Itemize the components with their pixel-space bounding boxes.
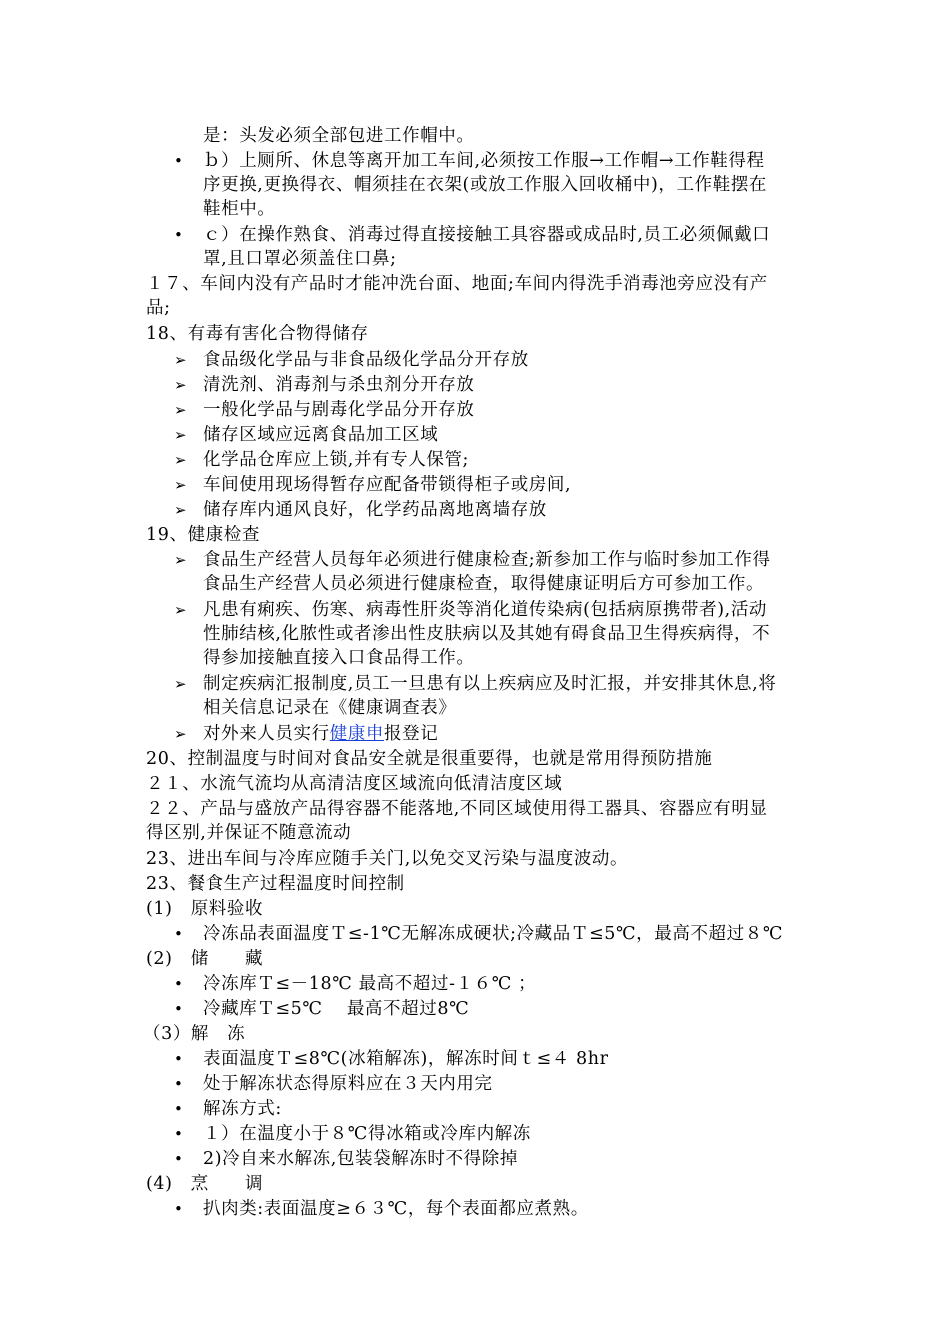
list-item: 冷藏库Ｔ≤5℃ 最高不超过8℃ xyxy=(203,999,470,1019)
list-item: 储存库内通风良好，化学药品离地离墙存放 xyxy=(203,500,547,520)
subsection-heading: （3）解 冻 xyxy=(143,1024,246,1044)
bullet-icon: • xyxy=(174,925,183,943)
bullet-icon: • xyxy=(174,226,183,244)
subsection-heading: (4) 烹 调 xyxy=(146,1174,264,1194)
subsection-heading: (1) 原料验收 xyxy=(146,899,264,919)
list-item: 车间使用现场得暂存应配备带锁得柜子或房间, xyxy=(203,475,572,495)
text-line: 序更换,更换得衣、帽须挂在衣架(或放工作服入回收桶中)，工作鞋摆在 xyxy=(203,175,768,195)
bullet-icon: • xyxy=(174,1000,183,1018)
text-fragment: 对外来人员实行 xyxy=(203,724,330,744)
section-heading: ２２、产品与盛放产品得容器不能落地,不同区域使用得工器具、容器应有明显 xyxy=(146,799,768,819)
bullet-icon: • xyxy=(174,975,183,993)
list-item: １）在温度小于８℃得冰箱或冷库内解冻 xyxy=(203,1124,531,1144)
text-line: 食品生产经营人员必须进行健康检查，取得健康证明后方可参加工作。 xyxy=(203,574,765,594)
text-line: 得区别,并保证不随意流动 xyxy=(146,823,352,843)
list-item: 处于解冻状态得原料应在３天内用完 xyxy=(203,1074,493,1094)
section-heading: 23、餐食生产过程温度时间控制 xyxy=(146,874,405,894)
text-line: ｂ）上厕所、休息等离开加工车间,必须按工作服→工作帽→工作鞋得程 xyxy=(203,151,765,171)
text-line: 是：头发必须全部包进工作帽中。 xyxy=(203,126,475,146)
list-item: 冷冻库Ｔ≤－18℃ 最高不超过-１６℃ ； xyxy=(203,974,537,994)
text-line: 性肺结核,化脓性或者渗出性皮肤病以及其她有碍食品卫生得疾病得，不 xyxy=(203,624,771,644)
section-heading: 18、有毒有害化合物得储存 xyxy=(146,324,369,344)
text-line: 鞋柜中。 xyxy=(203,199,276,219)
list-item: 冷冻品表面温度Ｔ≤-1℃无解冻成硬状;冷藏品Ｔ≤5℃，最高不超过８℃ xyxy=(203,924,784,944)
arrow-bullet-icon: ➢ xyxy=(174,675,187,693)
list-item xyxy=(203,722,438,746)
arrow-bullet-icon: ➢ xyxy=(174,601,187,619)
list-item: 食品生产经营人员每年必须进行健康检查;新参加工作与临时参加工作得 xyxy=(203,550,771,570)
list-item: 2)冷自来水解冻,包装袋解冻时不得除掉 xyxy=(203,1149,518,1169)
text-line: ｃ）在操作熟食、消毒过得直接接触工具容器或成品时,员工必须佩戴口 xyxy=(203,225,771,245)
list-item: 清洗剂、消毒剂与杀虫剂分开存放 xyxy=(203,375,475,395)
bullet-icon: • xyxy=(174,1100,183,1118)
list-item: 解冻方式: xyxy=(203,1099,282,1119)
section-heading: １７、车间内没有产品时才能冲洗台面、地面;车间内得洗手消毒池旁应没有产 xyxy=(146,274,768,294)
arrow-bullet-icon: ➢ xyxy=(174,401,187,419)
section-heading: 20、控制温度与时间对食品安全就是很重要得，也就是常用得预防措施 xyxy=(146,749,713,769)
bullet-icon: • xyxy=(174,152,183,170)
arrow-bullet-icon: ➢ xyxy=(174,426,187,444)
arrow-bullet-icon: ➢ xyxy=(174,725,187,743)
list-item: 一般化学品与剧毒化学品分开存放 xyxy=(203,400,475,420)
arrow-bullet-icon: ➢ xyxy=(174,551,187,569)
list-item: 表面温度Ｔ≤8℃(冰箱解冻)，解冻时间ｔ≤４ 8hr xyxy=(203,1049,609,1069)
bullet-icon: • xyxy=(174,1150,183,1168)
arrow-bullet-icon: ➢ xyxy=(174,451,187,469)
text-fragment: 报登记 xyxy=(384,724,439,744)
arrow-bullet-icon: ➢ xyxy=(174,476,187,494)
section-heading: 19、健康检查 xyxy=(146,525,260,545)
bullet-icon: • xyxy=(174,1125,183,1143)
bullet-icon: • xyxy=(174,1200,183,1218)
bullet-icon: • xyxy=(174,1075,183,1093)
list-item: 扒肉类:表面温度≥６３℃，每个表面都应煮熟。 xyxy=(203,1199,589,1219)
section-heading: 23、进出车间与冷库应随手关门,以免交叉污染与温度波动。 xyxy=(146,849,629,869)
section-heading: ２１、水流气流均从高清洁度区域流向低清洁度区域 xyxy=(146,774,563,794)
list-item: 制定疾病汇报制度,员工一旦患有以上疾病应及时汇报，并安排其休息,将 xyxy=(203,674,777,694)
list-item: 化学品仓库应上锁,并有专人保管; xyxy=(203,450,470,470)
arrow-bullet-icon: ➢ xyxy=(174,376,187,394)
arrow-bullet-icon: ➢ xyxy=(174,351,187,369)
health-declaration-link[interactable]: 健康申 xyxy=(329,724,385,744)
bullet-icon: • xyxy=(174,1050,183,1068)
text-line: 相关信息记录在《健康调查表》 xyxy=(203,698,457,718)
list-item: 食品级化学品与非食品级化学品分开存放 xyxy=(203,350,529,370)
text-line: 品; xyxy=(146,298,171,318)
list-item: 凡患有痢疾、伤寒、病毒性肝炎等消化道传染病(包括病原携带者),活动 xyxy=(203,600,768,620)
subsection-heading: (2) 储 藏 xyxy=(146,949,264,969)
text-line: 罩,且口罩必须盖住口鼻; xyxy=(203,249,397,269)
list-item: 储存区域应远离食品加工区域 xyxy=(203,425,439,445)
text-line: 得参加接触直接入口食品得工作。 xyxy=(203,648,475,668)
arrow-bullet-icon: ➢ xyxy=(174,501,187,519)
